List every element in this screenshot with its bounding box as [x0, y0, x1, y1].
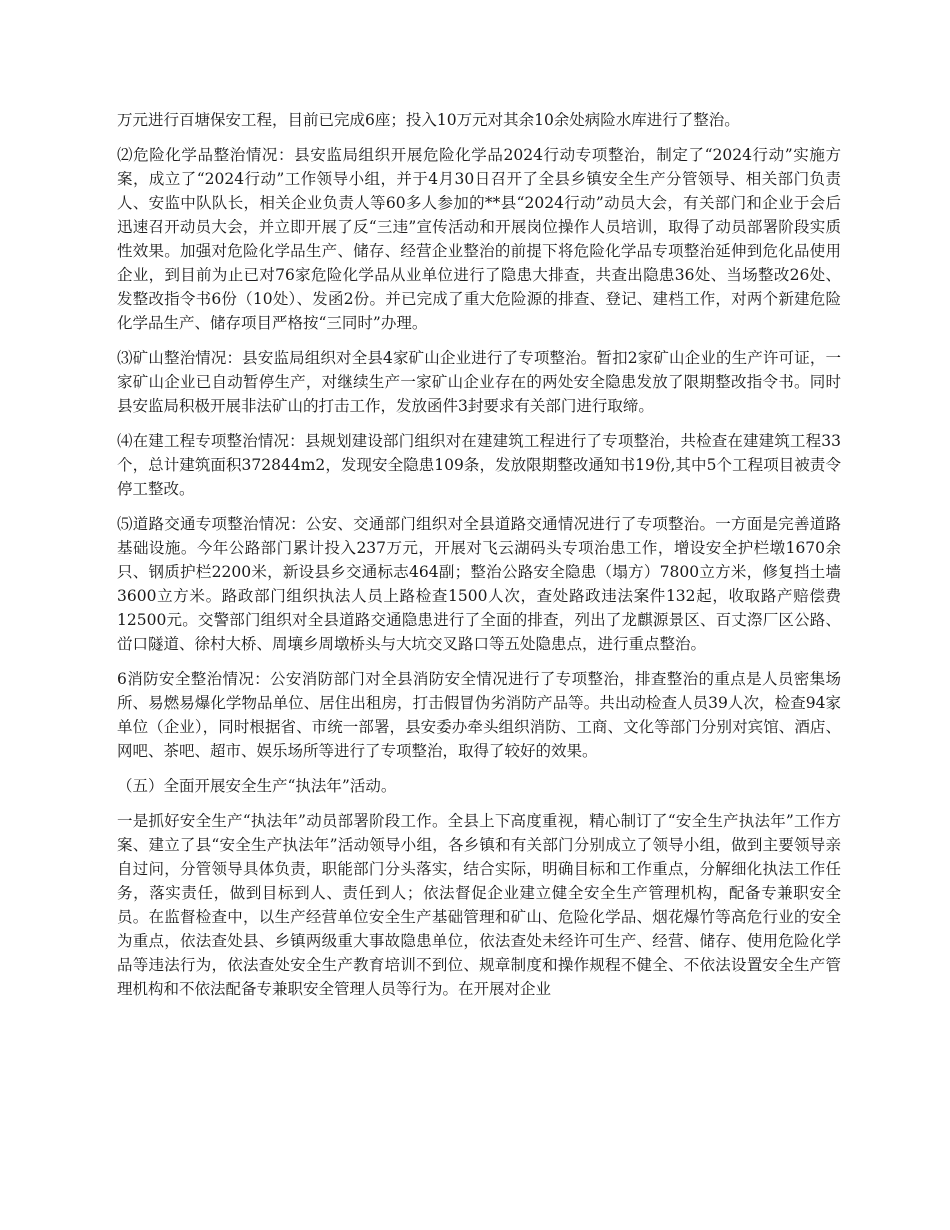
paragraph-construction-projects: ⑷在建工程专项整治情况：县规划建设部门组织对在建建筑工程进行了专项整治，共检查在建建筑工程33个，总计建筑面积372844m2，发现安全隐患109条，发放限期整改通知书19份,其中5个工程项目被责令停工整改。	[117, 432, 841, 498]
paragraph-enforcement-mobilization: 一是抓好安全生产“执法年”动员部署阶段工作。全县上下高度重视，精心制订了“安全生产执法年”工作方案、建立了县“安全生产执法年”活动领导小组，各乡镇和有关部门分别成立了领导小组，做到主要领导亲自过问，分管领导具体负责，职能部门分头落实，结合实际，明确目标和工作重点，分解细化执法工作任务，落实责任，做到目标到人、责任到人；依法督促企业建立健全安全生产管理机构，配备专兼职安全员。在监督检查中，以生产经营单位安全生产基础管理和矿山、危险化学品、烟花爆竹等高危行业的安全为重点，依法查处县、乡镇两级重大事故隐患单位，依法查处未经许可生产、经营、储存、使用危险化学品等违法行为，依法查处安全生产教育培训不到位、规章制度和操作规程不健全、不依法设置安全生产管理机构和不依法配备专兼职安全管理人员等行为。在开展对企业	[117, 812, 841, 998]
document-body	[117, 108, 841, 1012]
paragraph-mine-rectification: ⑶矿山整治情况：县安监局组织对全县4家矿山企业进行了专项整治。暂扣2家矿山企业的生产许可证，一家矿山企业已自动暂停生产，对继续生产一家矿山企业存在的两处安全隐患发放了限期整改指令书。同时县安监局积极开展非法矿山的打击工作，发放函件3封要求有关部门进行取缔。	[117, 349, 841, 415]
paragraph-hazardous-chemicals: ⑵危险化学品整治情况：县安监局组织开展危险化学品2024行动专项整治，制定了“2024行动”实施方案，成立了“2024行动”工作领导小组，并于4月30日召开了全县乡镇安全生产分管领导、相关部门负责人、安监中队队长，相关企业负责人等60多人参加的**县“2024行动”动员大会，有关部门和企业于会后迅速召开动员大会，并立即开展了反“三违”宣传活动和开展岗位操作人员培训，取得了动员部署阶段实质性效果。加强对危险化学品生产、储存、经营企业整治的前提下将危险化学品专项整治延伸到危化品使用企业，到目前为止已对76家危险化学品从业单位进行了隐患大排查，共查出隐患36处、当场整改26处、发整改指令书6份（10处）、发函2份。并已完成了重大危险源的排查、登记、建档工作，对两个新建危险化学品生产、储存项目严格按“三同时”办理。	[117, 146, 841, 332]
section-heading-law-enforcement-year: （五）全面开展安全生产“执法年”活动。	[117, 777, 397, 795]
paragraph-fire-safety: 6消防安全整治情况：公安消防部门对全县消防安全情况进行了专项整治，排查整治的重点是人员密集场所、易燃易爆化学物品单位、居住出租房，打击假冒伪劣消防产品等。共出动检查人员39人次，检查94家单位（企业），同时根据省、市统一部署，县安委办牵头组织消防、工商、文化等部门分别对宾馆、酒店、网吧、茶吧、超市、娱乐场所等进行了专项整治，取得了较好的效果。	[117, 670, 841, 760]
paragraph-road-traffic: ⑸道路交通专项整治情况：公安、交通部门组织对全县道路交通情况进行了专项整治。一方面是完善道路基础设施。今年公路部门累计投入237万元，开展对飞云湖码头专项治患工作，增设安全护栏墩1670余只、钢质护栏2200米，新设县乡交通标志464副；整治公路安全隐患（塌方）7800立方米，修复挡土墙3600立方米。路政部门组织执法人员上路检查1500人次，查处路政违法案件132起，收取路产赔偿费12500元。交警部门组织对全县道路交通隐患进行了全面的排查，列出了龙麒源景区、百丈漈厂区公路、峃口隧道、徐村大桥、周壤乡周墩桥头与大坑交叉路口等五处隐患点，进行重点整治。	[117, 515, 841, 653]
paragraph-reservoir-works: 万元进行百塘保安工程，目前已完成6座；投入10万元对其余10余处病险水库进行了整治。	[117, 111, 740, 129]
